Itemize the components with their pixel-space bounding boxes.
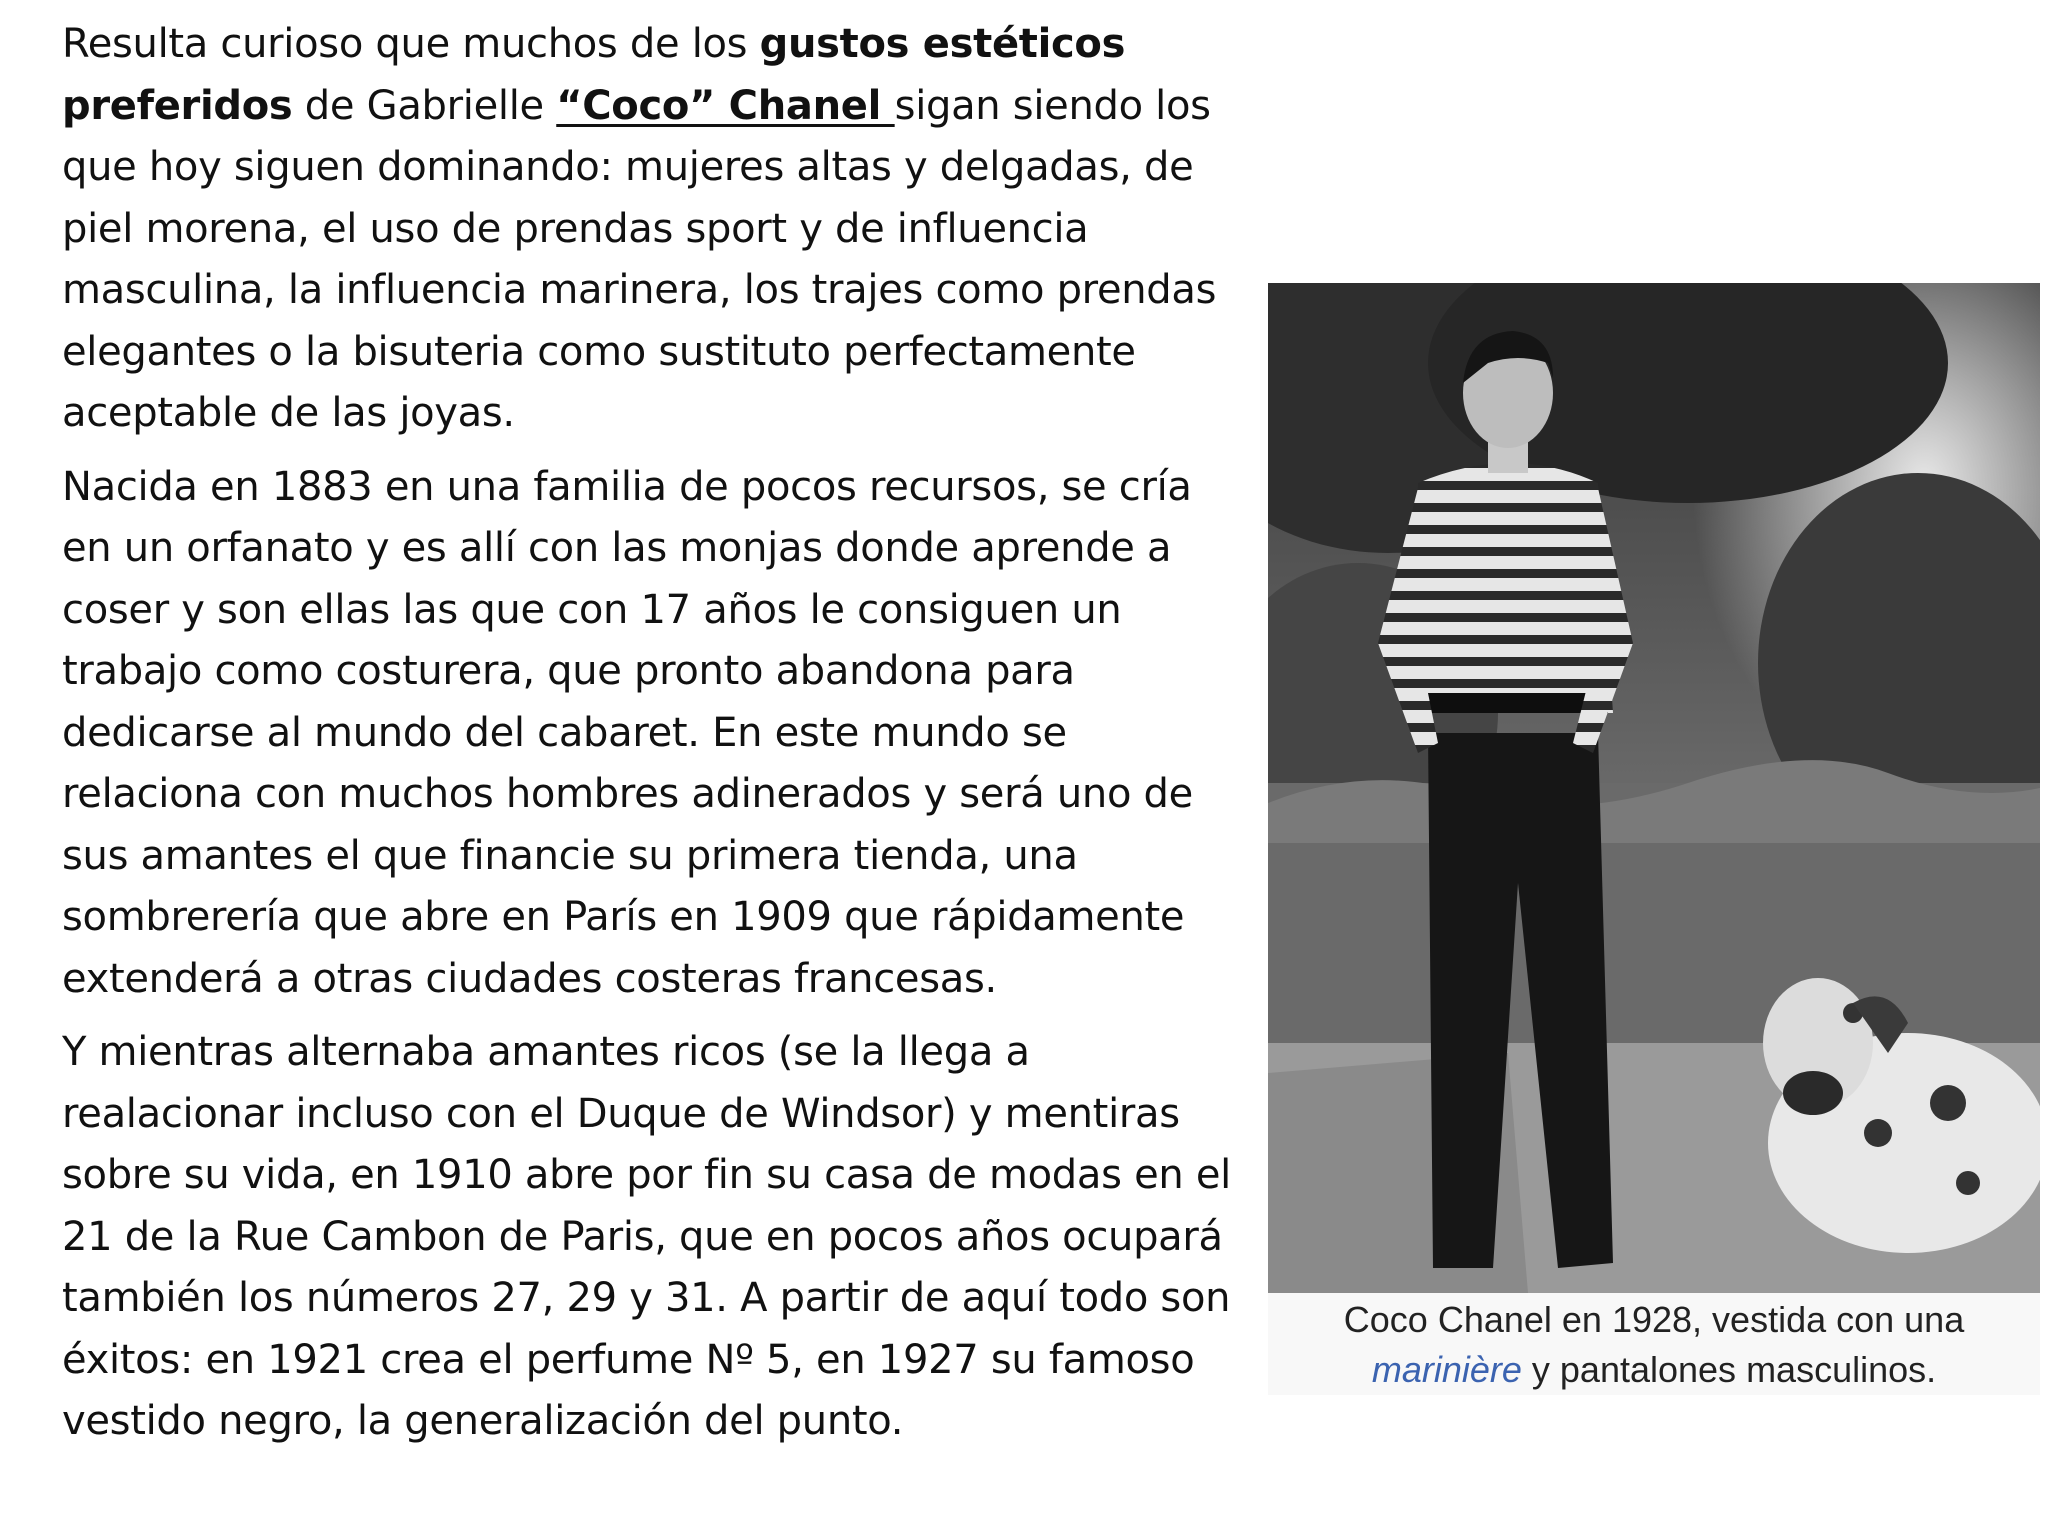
- article-text: [62, 14, 1252, 1465]
- caption-line-1: Coco Chanel en 1928, vestida con una: [1343, 1299, 1965, 1340]
- p1-text-1: Resulta curioso que muchos de los: [62, 21, 760, 67]
- p1-bold-name: [556, 83, 894, 129]
- paragraph-3: Y mientras alternaba amantes ricos (se la llega a realacionar incluso con el Duque de Windsor) y mentiras sobre su vida, en 1910 abre por fin su casa de modas en el 21 de la Rue Cambon de Paris, que en pocos años ocupará también los números 27, 29 y 31. A partir de aquí todo son éxitos: en 1921 crea el perfume Nº 5, en 1927 su famoso vestido negro, la generalización del punto.: [62, 1029, 1231, 1444]
- paragraph-2: Nacida en 1883 en una familia de pocos recursos, se cría en un orfanato y es allí con las monjas donde aprende a coser y son ellas las que con 17 años le consiguen un trabajo como costurera, que pronto abandona para dedicarse al mundo del cabaret. En este mundo se relaciona con muchos hombres adinerados y será uno de sus amantes el que financie su primera tienda, una sombrerería que abre en París en 1909 que rápidamente extenderá a otras ciudades costeras francesas.: [62, 463, 1193, 1002]
- caption-line-2-rest: y pantalones masculinos.: [1521, 1349, 1937, 1390]
- paragraph-1: [62, 14, 1252, 445]
- p1-bold-aesthetic: gustos estéticos preferidos: [62, 21, 1126, 129]
- p1-text-3: sigan siendo los que hoy siguen dominando: mujeres altas y delgadas, de piel morena, el uso de prendas sport y de influencia masculina, la influencia marinera, los trajes como prendas elegantes o la bisuteria como sustituto perfectamente aceptable de las joyas.: [62, 82, 1217, 436]
- photo-caption: [1268, 1293, 2040, 1395]
- mariniere-link[interactable]: marinière: [1371, 1349, 1522, 1390]
- caption-line-2: [1268, 1345, 2040, 1395]
- coco-chanel-photo: [1268, 283, 2040, 1293]
- p1-text-2: de Gabrielle: [292, 82, 557, 129]
- photo-figure: [1268, 283, 2040, 1395]
- p1-underlined-name: “Coco” Chanel: [556, 82, 895, 129]
